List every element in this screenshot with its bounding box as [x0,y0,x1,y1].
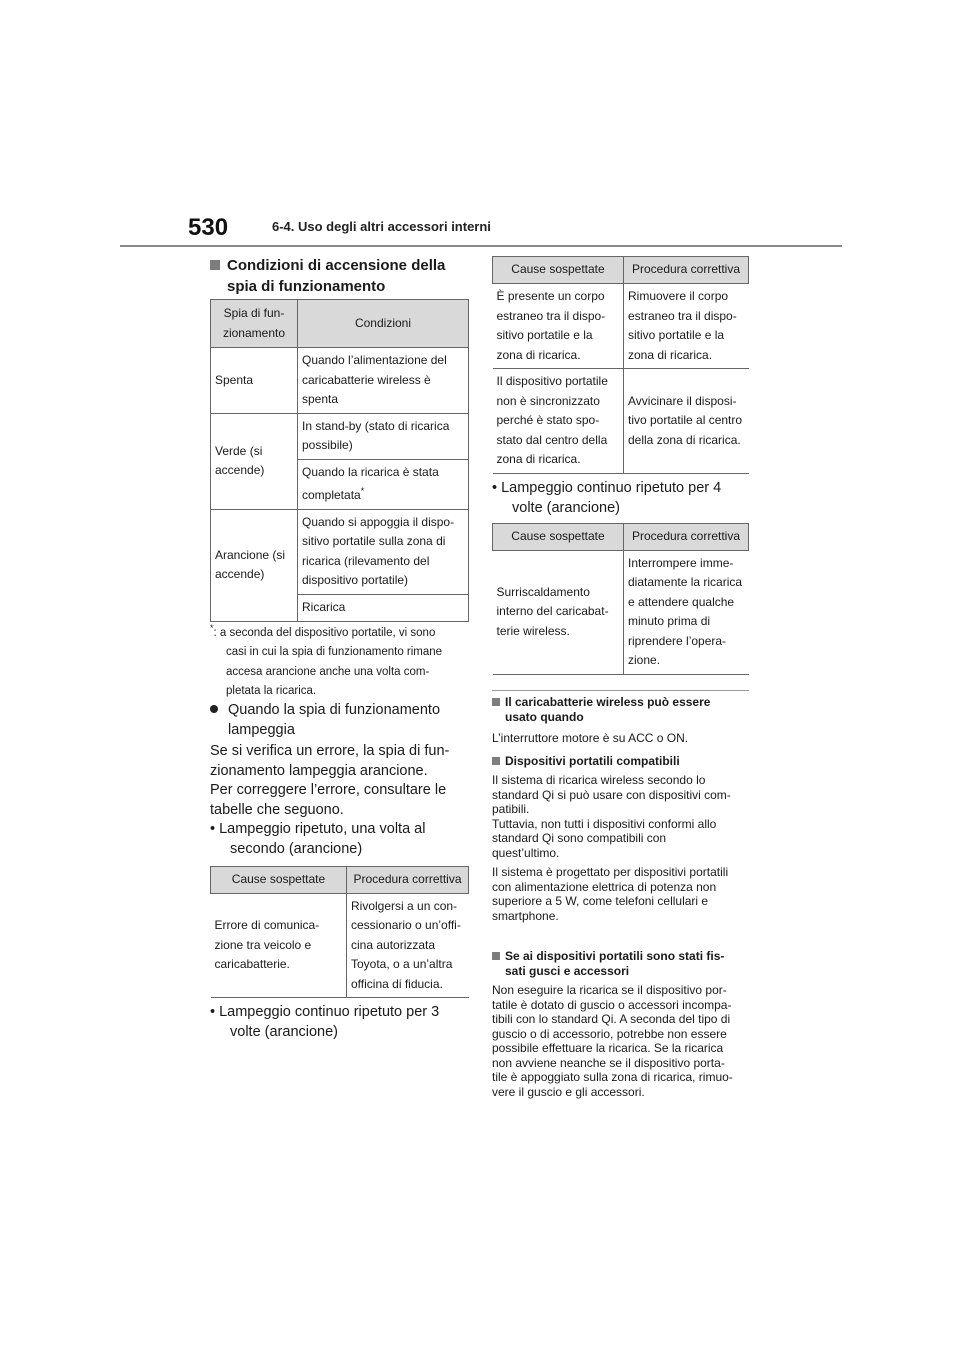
square-bullet-icon [492,698,500,706]
cases-accessories-heading: Se ai dispositivi portatili sono stati fis- sati gusci e accessori [492,949,754,978]
table-header: Spia di fun- zionamento [211,300,298,348]
page-number: 530 [188,214,229,241]
usable-when-text: L’interruttore motore è su ACC o ON. [492,731,689,745]
square-bullet-icon [210,260,220,270]
compatible-devices-heading: Dispositivi portatili compatibili [492,754,680,769]
conditions-heading: Condizioni di accensione della spia di funzionamento [210,255,445,297]
bullet-once-per-second: • Lampeggio ripetuto, una volta al secondo (arancione) [210,821,426,857]
section-divider [492,690,749,691]
table-row: Il dispositivo portatile non è sincronizzato perché è stato spo- stato dal centro della zona di ricarica. Avvicinare il disposi- tivo portatile al centro della zona di ricarica. [493,369,749,474]
compatible-devices-text: Il sistema di ricarica wireless secondo lo standard Qi si può usare con dispositivi com- patibili. Tuttavia, non tutti i dispositivi conformi allo standard Qi sono compatibili con quest’ultimo. Il sistema è progettato per dispositivi portatili con alimentazione elettrica di potenza non superiore a 5 W, come telefoni cellulari e smartphone. [492,773,731,923]
bullet-four-times: • Lampeggio continuo ripetuto per 4 volte (arancione) [492,480,722,516]
table-row: È presente un corpo estraneo tra il dispo- sitivo portatile e la zona di ricarica. Rimuovere il corpo estraneo tra il dispo- sitivo portatile e la zona di ricarica. [493,284,749,369]
error-table-once [210,866,469,998]
table-row: Arancione (si accende) Quando si appoggia il dispo- sitivo portatile sulla zona di ricarica (rilevamento del dispositivo portatile) [211,509,469,594]
table-row: Errore di comunica- zione tra veicolo e caricabatterie. Rivolgersi a un con- cessionario o un’offi- cina autorizzata Toyota, o a un’altra officina di fiducia. [211,893,469,998]
square-bullet-icon [492,952,500,960]
blinking-heading: Quando la spia di funzionamento lampeggia [210,701,440,740]
table-row: Quando la ricarica è stata completata* [211,459,469,509]
section-header: 6-4. Uso degli altri accessori interni [272,219,491,234]
cases-accessories-text: Non eseguire la ricarica se il dispositivo por- tatile è dotato di guscio o accessori incompa- tibili con lo standard Qi. A seconda del tipo di guscio o di accessorio, potrebbe non essere possibile effettuare la ricarica. Se la ricarica non avviene neanche se il dispositivo porta- tile è appoggiato sulla zona di ricarica, rimuo- vere il guscio e gli accessori. [492,983,733,1099]
square-bullet-icon [492,757,500,765]
table-header: Cause sospettate [493,257,624,284]
indicator-conditions-table [210,299,469,622]
table-header: Procedura correttiva [624,524,749,551]
table-header: Procedura correttiva [624,257,749,284]
table-row: Surriscaldamento interno del caricabat- terie wireless. Interrompere imme- diatamente la ricarica e attendere qualche minuto prima di riprendere l’opera- zione. [493,550,749,674]
table-header: Cause sospettate [493,524,624,551]
error-table-four-times [492,523,749,675]
header-divider [120,245,842,247]
table-row: Ricarica [211,594,469,621]
usable-when-heading: Il caricabatterie wireless può essere usato quando [492,695,752,724]
round-bullet-icon [210,705,218,713]
table-row: Verde (si accende) In stand-by (stato di ricarica possibile) [211,413,469,459]
table-header: Cause sospettate [211,867,347,894]
bullet-three-times: • Lampeggio continuo ripetuto per 3 volte (arancione) [210,1004,440,1040]
table-row: Spenta Quando l’alimentazione del caricabatterie wireless è spenta [211,348,469,414]
table-header: Condizioni [298,300,469,348]
table-header: Procedura correttiva [347,867,469,894]
error-paragraph: Se si verifica un errore, la spia di fun- zionamento lampeggia arancione. Per correggere l’errore, consultare le tabelle che seguono. [210,743,450,818]
footnote: *: a seconda del dispositivo portatile, vi sono casi in cui la spia di funzionamento rimane accesa arancione anche una volta com- pletata la ricarica. [210,623,443,698]
error-table-three-times [492,256,749,474]
